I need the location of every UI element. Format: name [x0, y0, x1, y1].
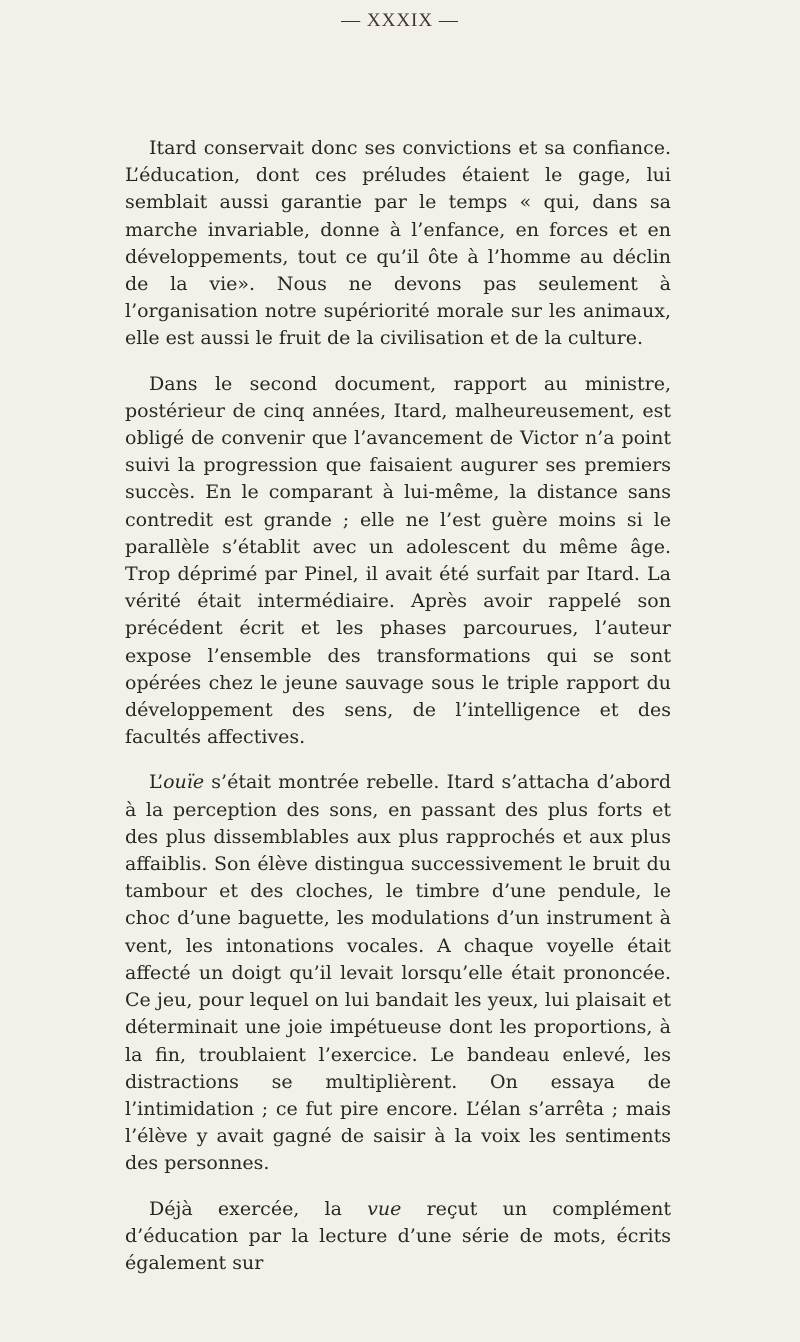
paragraph-4-lead: Déjà exercée, la [149, 1197, 368, 1220]
paragraph-3 [125, 769, 671, 1177]
paragraph-3-italic: ouïe [163, 771, 205, 794]
paragraph-4-italic: vue [367, 1197, 402, 1220]
body-text [125, 135, 671, 1277]
page-number: — XXXIX — [341, 10, 459, 31]
paragraph-4-text: reçut un complément d’éducation par la lecture d’une série de mots, écrits également sur [125, 1197, 671, 1274]
paragraph-3-lead: L’ [149, 771, 164, 794]
paragraph-3-text: s’était montrée rebelle. Itard s’attacha d’abord à la perception des sons, en passant des plus forts et des plus dissemblables aux plus rapprochés et aux plus affaiblis. Son élève distingua successivement le bruit du tambour et des cloches, le timbre d’une pendule, le choc d’une baguette, les modulations d’un instrument à vent, les intonations vocales. A chaque voyelle était affecté un doigt qu’il levait lorsqu’elle était prononcée. Ce jeu, pour lequel on lui bandait les yeux, lui plaisait et déterminait une joie impétueuse dont les proportions, à la fin, troublaient l’exercice. Le bandeau enlevé, les distractions se multiplièrent. On essaya de l’intimidation ; ce fut pire encore. L’élan s’arrêta ; mais l’élève y avait gagné de saisir à la voix les sentiments des personnes. [125, 771, 671, 1175]
paragraph-1: Itard conservait donc ses convictions et sa confiance. L’éducation, dont ces préludes étaient le gage, lui semblait aussi garantie par le temps « qui, dans sa marche invariable, donne à l’enfance, en forces et en développements, tout ce qu’il ôte à l’homme au déclin de la vie». Nous ne devons pas seulement à l’organisation notre supériorité morale sur les animaux, elle est aussi le fruit de la civilisation et de la culture. [125, 137, 671, 350]
paragraph-4 [125, 1196, 671, 1278]
paragraph-2: Dans le second document, rapport au ministre, postérieur de cinq années, Itard, malheureusement, est obligé de convenir que l’avancement de Victor n’a point suivi la progression que faisaient augurer ses premiers succès. En le comparant à lui-même, la distance sans contredit est grande ; elle ne l’est guère moins si le parallèle s’établit avec un adolescent du même âge. Trop déprimé par Pinel, il avait été surfait par Itard. La vérité était intermédiaire. Après avoir rappelé son précédent écrit et les phases parcourues, l’auteur expose l’ensemble des transformations qui se sont opérées chez le jeune sauvage sous le triple rapport du développement des sens, de l’intelligence et des facultés affectives. [125, 372, 671, 749]
